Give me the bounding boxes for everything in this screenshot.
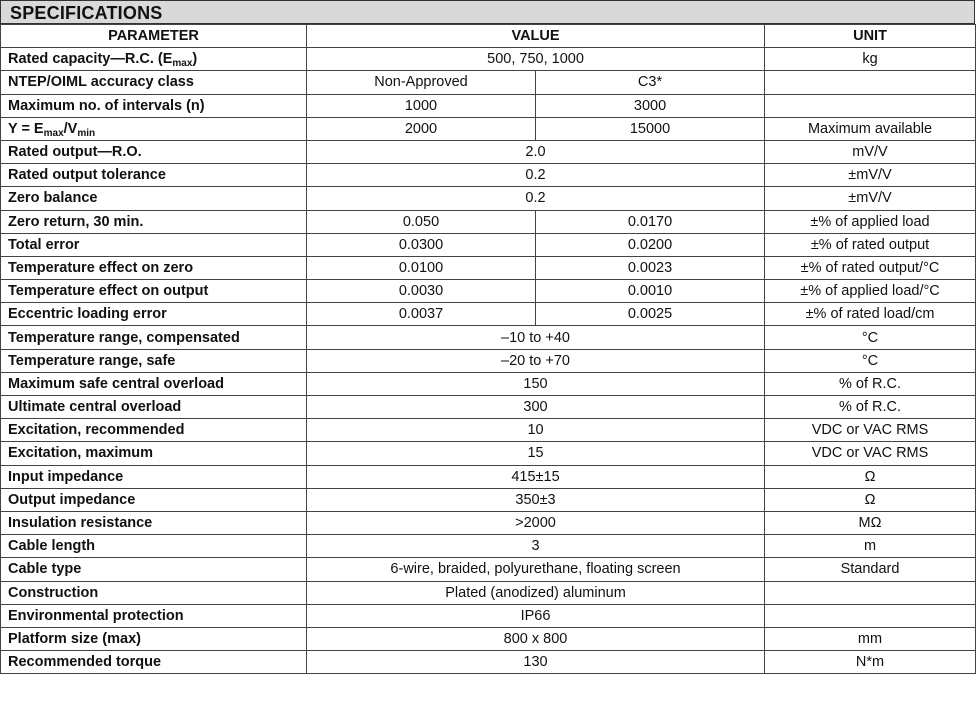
table-row xyxy=(1,372,976,395)
table-row xyxy=(1,396,976,419)
parameter-cell: Temperature effect on output xyxy=(1,280,307,303)
parameter-cell: Output impedance xyxy=(1,488,307,511)
table-row xyxy=(1,349,976,372)
value-cell: 2000 xyxy=(307,117,536,140)
value-cell: 15 xyxy=(307,442,765,465)
value-cell: 0.0170 xyxy=(536,210,765,233)
value-cell: 3 xyxy=(307,535,765,558)
unit-cell: °C xyxy=(765,326,976,349)
parameter-cell: Rated output—R.O. xyxy=(1,140,307,163)
parameter-label: ) xyxy=(192,51,198,68)
value-cell: 0.0010 xyxy=(536,280,765,303)
parameter-subscript: max xyxy=(43,127,64,139)
value-cell: 0.0030 xyxy=(307,280,536,303)
value-cell: 150 xyxy=(307,372,765,395)
table-row xyxy=(1,442,976,465)
value-cell: 0.0023 xyxy=(536,256,765,279)
unit-cell: Ω xyxy=(765,465,976,488)
table-row xyxy=(1,581,976,604)
unit-cell: N*m xyxy=(765,651,976,674)
value-cell: 130 xyxy=(307,651,765,674)
parameter-cell: Zero return, 30 min. xyxy=(1,210,307,233)
value-cell: 0.0025 xyxy=(536,303,765,326)
unit-cell: % of R.C. xyxy=(765,396,976,419)
parameter-cell: Input impedance xyxy=(1,465,307,488)
unit-cell: ±mV/V xyxy=(765,187,976,210)
table-row xyxy=(1,233,976,256)
parameter-cell: Cable length xyxy=(1,535,307,558)
parameter-cell: Eccentric loading error xyxy=(1,303,307,326)
table-row xyxy=(1,326,976,349)
header-value: VALUE xyxy=(307,25,765,48)
unit-cell: ±% of rated output/°C xyxy=(765,256,976,279)
unit-cell: ±mV/V xyxy=(765,164,976,187)
parameter-label: Rated capacity—R.C. (E xyxy=(8,51,173,68)
value-cell: 0.0100 xyxy=(307,256,536,279)
value-cell: Non-Approved xyxy=(307,71,536,94)
parameter-cell: Cable type xyxy=(1,558,307,581)
unit-cell: MΩ xyxy=(765,511,976,534)
specifications-body xyxy=(1,48,976,674)
parameter-cell: Temperature effect on zero xyxy=(1,256,307,279)
value-cell: >2000 xyxy=(307,511,765,534)
value-cell: 800 x 800 xyxy=(307,627,765,650)
unit-cell: m xyxy=(765,535,976,558)
unit-cell: VDC or VAC RMS xyxy=(765,419,976,442)
table-row xyxy=(1,71,976,94)
value-cell: 415±15 xyxy=(307,465,765,488)
parameter-cell: Zero balance xyxy=(1,187,307,210)
table-row xyxy=(1,465,976,488)
value-cell: 0.2 xyxy=(307,187,765,210)
value-cell: 350±3 xyxy=(307,488,765,511)
header-unit: UNIT xyxy=(765,25,976,48)
table-row xyxy=(1,164,976,187)
parameter-cell: Ultimate central overload xyxy=(1,396,307,419)
unit-cell: Ω xyxy=(765,488,976,511)
value-cell: Plated (anodized) aluminum xyxy=(307,581,765,604)
unit-cell: °C xyxy=(765,349,976,372)
value-cell: IP66 xyxy=(307,604,765,627)
parameter-cell: Environmental protection xyxy=(1,604,307,627)
specifications-table xyxy=(0,24,976,674)
parameter-cell: Temperature range, compensated xyxy=(1,326,307,349)
parameter-subscript: max xyxy=(172,58,193,70)
parameter-label: Y = E xyxy=(8,120,44,137)
unit-cell: mm xyxy=(765,627,976,650)
value-cell: 0.0300 xyxy=(307,233,536,256)
table-row xyxy=(1,535,976,558)
table-row xyxy=(1,627,976,650)
value-cell: –20 to +70 xyxy=(307,349,765,372)
parameter-cell: Excitation, recommended xyxy=(1,419,307,442)
unit-cell: ±% of applied load/°C xyxy=(765,280,976,303)
value-cell: 0.2 xyxy=(307,164,765,187)
table-row xyxy=(1,511,976,534)
unit-cell: mV/V xyxy=(765,140,976,163)
unit-cell: VDC or VAC RMS xyxy=(765,442,976,465)
unit-cell: kg xyxy=(765,48,976,71)
parameter-cell: Temperature range, safe xyxy=(1,349,307,372)
table-row xyxy=(1,210,976,233)
unit-cell: ±% of rated load/cm xyxy=(765,303,976,326)
parameter-cell: Total error xyxy=(1,233,307,256)
unit-cell: Standard xyxy=(765,558,976,581)
value-cell: 3000 xyxy=(536,94,765,117)
value-cell: 10 xyxy=(307,419,765,442)
unit-cell xyxy=(765,71,976,94)
table-row xyxy=(1,94,976,117)
value-cell: 0.050 xyxy=(307,210,536,233)
value-cell: 1000 xyxy=(307,94,536,117)
parameter-cell: NTEP/OIML accuracy class xyxy=(1,71,307,94)
parameter-cell: Maximum no. of intervals (n) xyxy=(1,94,307,117)
table-row xyxy=(1,488,976,511)
unit-cell: Maximum available xyxy=(765,117,976,140)
table-row xyxy=(1,256,976,279)
parameter-cell xyxy=(1,117,307,140)
table-row xyxy=(1,140,976,163)
table-row xyxy=(1,419,976,442)
value-cell: 0.0200 xyxy=(536,233,765,256)
value-cell: 500, 750, 1000 xyxy=(307,48,765,71)
parameter-cell: Construction xyxy=(1,581,307,604)
table-row xyxy=(1,117,976,140)
table-row xyxy=(1,651,976,674)
parameter-cell xyxy=(1,48,307,71)
table-row xyxy=(1,280,976,303)
value-cell: 15000 xyxy=(536,117,765,140)
unit-cell: ±% of rated output xyxy=(765,233,976,256)
value-cell: 300 xyxy=(307,396,765,419)
unit-cell: ±% of applied load xyxy=(765,210,976,233)
specifications-title: SPECIFICATIONS xyxy=(0,0,975,24)
parameter-label: /V xyxy=(63,120,78,137)
unit-cell xyxy=(765,581,976,604)
value-cell: C3* xyxy=(536,71,765,94)
table-row xyxy=(1,303,976,326)
header-parameter: PARAMETER xyxy=(1,25,307,48)
table-row xyxy=(1,48,976,71)
header-row xyxy=(1,25,976,48)
parameter-subscript: min xyxy=(77,127,96,139)
unit-cell xyxy=(765,94,976,117)
table-row xyxy=(1,187,976,210)
value-cell: 6-wire, braided, polyurethane, floating screen xyxy=(307,558,765,581)
parameter-cell: Maximum safe central overload xyxy=(1,372,307,395)
table-row xyxy=(1,604,976,627)
parameter-cell: Rated output tolerance xyxy=(1,164,307,187)
value-cell: 0.0037 xyxy=(307,303,536,326)
parameter-cell: Excitation, maximum xyxy=(1,442,307,465)
parameter-cell: Platform size (max) xyxy=(1,627,307,650)
parameter-cell: Insulation resistance xyxy=(1,511,307,534)
parameter-cell: Recommended torque xyxy=(1,651,307,674)
unit-cell xyxy=(765,604,976,627)
table-row xyxy=(1,558,976,581)
unit-cell: % of R.C. xyxy=(765,372,976,395)
value-cell: 2.0 xyxy=(307,140,765,163)
value-cell: –10 to +40 xyxy=(307,326,765,349)
